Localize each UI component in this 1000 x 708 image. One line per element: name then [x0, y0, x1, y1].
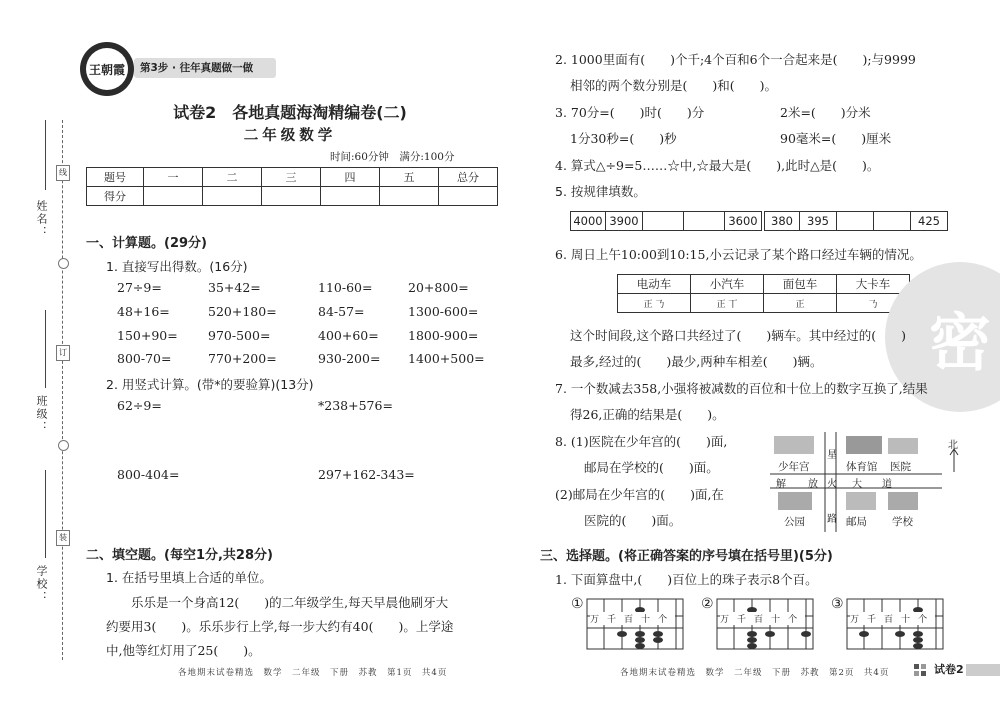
vehicle-table: [617, 274, 910, 313]
abacus-col: 十: [771, 615, 789, 625]
score-cell: 三: [262, 168, 321, 187]
calc-item: 48+16=: [117, 304, 170, 319]
abacus-col: 百: [884, 615, 902, 625]
bind-mark-2: 订: [56, 345, 70, 361]
abacus-col-labels: [720, 612, 805, 625]
score-table: [86, 167, 498, 206]
calc-item: 930-200=: [318, 351, 381, 366]
calc-item: 20+800=: [408, 280, 469, 295]
s2-q7-line: 得26,正确的结果是( )。: [570, 407, 725, 422]
score-cell: 四: [321, 168, 380, 187]
class-underline: [45, 310, 46, 388]
calc-item: 1800-900=: [408, 328, 479, 343]
calc-item: 800-70=: [117, 351, 172, 366]
calc-item: 520+180=: [208, 304, 277, 319]
seq-cell: 380: [765, 212, 800, 231]
seq-blank[interactable]: [643, 212, 684, 231]
vehicle-header: 面包车: [764, 275, 837, 294]
s2-q1-line: 中,他等红灯用了25( )。: [106, 643, 261, 658]
road-char: 路: [827, 514, 837, 525]
s2-q7-line: 7. 一个数减去358,小强将被减数的百位和十位上的数字互换了,结果: [555, 381, 928, 396]
vehicle-tally: 𠄎: [837, 294, 910, 313]
bind-mark-1: 线: [56, 165, 70, 181]
score-cell: 五: [380, 168, 439, 187]
vehicle-header: 电动车: [618, 275, 691, 294]
seq-blank[interactable]: [874, 212, 911, 231]
vehicle-header: 大卡车: [837, 275, 910, 294]
score-header-row: [87, 168, 498, 187]
section1-heading: 一、计算题。(29分): [86, 236, 207, 251]
bind-mark-3: 装: [56, 530, 70, 546]
map-place: 邮局: [846, 516, 867, 528]
score-row: [87, 187, 498, 206]
abacus-col: 万: [850, 615, 868, 625]
abacus-option[interactable]: ③: [831, 596, 844, 612]
score-input[interactable]: [439, 187, 498, 206]
calc-item: 110-60=: [318, 280, 373, 295]
score-cell: 题号: [87, 168, 144, 187]
vehicle-header: 小汽车: [691, 275, 764, 294]
footer-left: 各地期末试卷精选 数学 二年级 下册 苏教 第1页 共4页: [178, 668, 448, 678]
map-place: 体育馆: [846, 461, 878, 473]
vehicle-tally: 正 丅: [691, 294, 764, 313]
s2-q1-line: 约要用3( )。乐乐步行上学,每一步大约有40( )。上学途: [106, 619, 454, 634]
name-underline: [45, 120, 46, 190]
score-row-label: 得分: [87, 187, 144, 206]
seq-cell: 3600: [725, 212, 762, 231]
q1-title: 1. 直接写出得数。(16分): [106, 259, 248, 274]
road-char: 解: [776, 479, 786, 490]
sequence-table-2: [764, 211, 948, 231]
s2-q6-line: 这个时间段,这个路口共经过了( )辆车。其中经过的( ): [570, 328, 906, 343]
class-label: 班级：: [35, 395, 48, 434]
score-cell: 二: [203, 168, 262, 187]
vertical-calc-item: 62÷9=: [117, 398, 162, 413]
s3-q1: 1. 下面算盘中,( )百位上的珠子表示8个百。: [555, 572, 818, 587]
s2-q6-title: 6. 周日上午10:00到10:15,小云记录了某个路口经过车辆的情况。: [555, 247, 922, 262]
road-char: 放: [808, 479, 818, 490]
score-cell: 一: [144, 168, 203, 187]
seq-blank[interactable]: [684, 212, 725, 231]
vertical-calc-item: 297+162-343=: [318, 467, 415, 482]
road-char: 火: [827, 479, 837, 490]
calc-item: 150+90=: [117, 328, 178, 343]
s2-q8-line: 邮局在学校的( )面。: [584, 460, 719, 475]
q2-title: 2. 用竖式计算。(带*的要验算)(13分): [106, 377, 314, 392]
score-input[interactable]: [203, 187, 262, 206]
map-place: 学校: [892, 516, 913, 528]
calc-item: 84-57=: [318, 304, 365, 319]
abacus-col: 个: [658, 615, 676, 625]
exam-meta: 时间:60分钟 满分:100分: [330, 151, 455, 163]
binding-margin: [0, 0, 80, 708]
school-underline: [45, 470, 46, 558]
s2-q8-line: (2)邮局在少年宫的( )面,在: [555, 487, 724, 502]
road-char: 星: [827, 450, 837, 461]
s2-q3-item: 90毫米=( )厘米: [780, 131, 892, 146]
brand-logo: [80, 42, 134, 96]
footer-bar: [966, 664, 1000, 676]
logo-text: 王朝霞: [86, 48, 128, 90]
grid-squares-icon: [914, 664, 928, 676]
s2-q8-line: 8. (1)医院在少年宫的( )面,: [555, 434, 728, 449]
road-char: 大: [852, 479, 862, 490]
abacus-col: 十: [901, 615, 919, 625]
calc-item: 1300-600=: [408, 304, 479, 319]
score-input[interactable]: [321, 187, 380, 206]
score-input[interactable]: [144, 187, 203, 206]
map-place: 医院: [890, 461, 911, 473]
score-cell: 总分: [439, 168, 498, 187]
paper-tag: 试卷2: [934, 663, 964, 676]
vertical-calc-item: *238+576=: [318, 398, 393, 413]
vertical-calc-item: 800-404=: [117, 467, 180, 482]
bind-hole-1: [58, 258, 69, 269]
vehicle-tally: 正 𠄎: [618, 294, 691, 313]
calc-item: 1400+500=: [408, 351, 485, 366]
school-label: 学校：: [35, 565, 48, 604]
seq-cell: 4000: [571, 212, 606, 231]
s2-q5-title: 5. 按规律填数。: [555, 184, 646, 199]
bind-hole-2: [58, 440, 69, 451]
road-char: 道: [882, 479, 892, 490]
calc-item: 35+42=: [208, 280, 261, 295]
score-input[interactable]: [380, 187, 439, 206]
abacus-col: 个: [788, 615, 806, 625]
s2-q3-item: 3. 70分=( )时( )分: [555, 105, 705, 120]
paper-title: 试卷2 各地真题海淘精编卷(二): [173, 103, 407, 122]
seq-cell: 395: [800, 212, 837, 231]
s2-q1-line: 乐乐是一个身高12( )的二年级学生,每天早晨他刷牙大: [131, 595, 449, 610]
calc-item: 770+200=: [208, 351, 277, 366]
s2-q2-line: 相邻的两个数分别是( )和( )。: [570, 78, 778, 93]
paper-subtitle: 二年级数学: [243, 128, 337, 144]
north-label: 北: [948, 440, 958, 451]
abacus-col-labels: [590, 612, 675, 625]
s2-q6-line: 最多,经过的( )最少,两种车相差( )辆。: [570, 354, 823, 369]
abacus-col: 万: [590, 615, 608, 625]
map-place: 公园: [784, 516, 805, 528]
s2-q1-title: 1. 在括号里填上合适的单位。: [106, 570, 272, 585]
footer-right: 各地期末试卷精选 数学 二年级 下册 苏教 第2页 共4页: [620, 668, 890, 678]
abacus-col: 万: [720, 615, 738, 625]
map-place: 少年宫: [778, 461, 810, 473]
abacus-col: 个: [918, 615, 936, 625]
abacus-option[interactable]: ①: [571, 596, 584, 612]
calc-item: 27÷9=: [117, 280, 162, 295]
calc-item: 970-500=: [208, 328, 271, 343]
abacus-option[interactable]: ②: [701, 596, 714, 612]
name-label: 姓名：: [35, 200, 48, 239]
north-arrow-icon: [949, 448, 959, 472]
seq-cell: 425: [911, 212, 948, 231]
direction-map: [770, 432, 970, 532]
section2-heading: 二、填空题。(每空1分,共28分): [86, 548, 273, 563]
abacus-col: 千: [607, 615, 625, 625]
s2-q4: 4. 算式△÷9=5……☆中,☆最大是( ),此时△是( )。: [555, 158, 880, 173]
secret-stamp: 密: [885, 262, 1000, 412]
abacus-col: 百: [624, 615, 642, 625]
cut-line: [62, 120, 63, 660]
abacus-col: 十: [641, 615, 659, 625]
abacus-col-labels: [850, 612, 935, 625]
abacus-col: 千: [867, 615, 885, 625]
s2-q2-line: 2. 1000里面有( )个千;4个百和6个一合起来是( );与9999: [555, 52, 916, 67]
abacus-col: 千: [737, 615, 755, 625]
score-input[interactable]: [262, 187, 321, 206]
s2-q3-item: 2米=( )分米: [780, 105, 871, 120]
seq-cell: 3900: [606, 212, 643, 231]
step-banner: 第3步 · 往年真题做一做: [134, 58, 276, 78]
abacus-col: 百: [754, 615, 772, 625]
s2-q8-line: 医院的( )面。: [584, 513, 682, 528]
s2-q3-item: 1分30秒=( )秒: [570, 131, 677, 146]
section3-heading: 三、选择题。(将正确答案的序号填在括号里)(5分): [540, 549, 833, 564]
sequence-table-1: [570, 211, 762, 231]
seq-blank[interactable]: [837, 212, 874, 231]
calc-item: 400+60=: [318, 328, 379, 343]
vehicle-tally: 正: [764, 294, 837, 313]
